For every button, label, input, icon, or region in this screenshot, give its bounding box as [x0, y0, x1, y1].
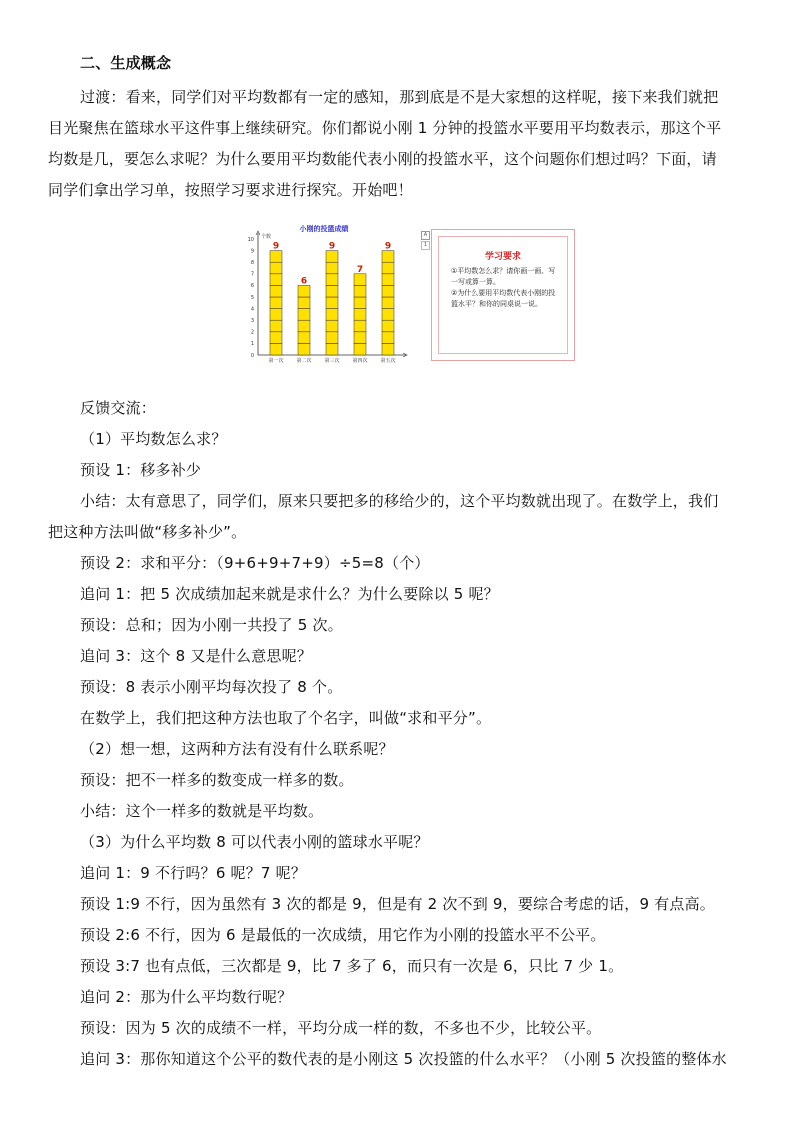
bar-cell: [326, 251, 338, 263]
paragraph-line: 追问 1：把 5 次成绩加起来就是求什么？为什么要除以 5 呢？: [80, 585, 499, 603]
bar-cell: [270, 332, 282, 344]
bar-cell: [382, 262, 394, 274]
y-tick-label: 3: [250, 318, 254, 324]
bar-cell: [382, 274, 394, 286]
bar-cell: [326, 262, 338, 274]
paragraph-line: 反馈交流：: [80, 399, 157, 417]
bar-cell: [270, 343, 282, 355]
bar-value-label: 9: [272, 241, 280, 252]
bar-cell: [354, 309, 366, 321]
bar-cell: [382, 332, 394, 344]
x-tick-label: 第二次: [296, 358, 312, 364]
bar-cell: [354, 297, 366, 309]
bar-cell: [326, 285, 338, 297]
paragraph-line: 同学们拿出学习单，按照学习要求进行探究。开始吧！: [48, 181, 413, 199]
bar-cell: [298, 332, 310, 344]
bar-cell: [270, 320, 282, 332]
paragraph-line: 均数是几，要怎么求呢？为什么要用平均数能代表小刚的投篮水平，这个问题你们想过吗？下面，请: [48, 150, 717, 168]
bar-cell: [382, 309, 394, 321]
bar-cell: [298, 285, 310, 297]
paragraph-line: 追问 3：这个 8 又是什么意思呢？: [80, 647, 312, 665]
bar-cell: [298, 297, 310, 309]
x-tick-label: 第三次: [324, 358, 340, 364]
requirement-item: ①平均数怎么求？请你画一画、写一写或算一算。: [451, 267, 556, 286]
paragraph-line: 小结：太有意思了，同学们，原来只要把多的移给少的，这个平均数就出现了。在数学上，我们: [80, 492, 719, 510]
y-tick-label: 10: [247, 236, 254, 243]
mark-a: A: [421, 231, 430, 240]
paragraph-line: 追问 3：那你知道这个公平的数代表的是小刚这 5 次投篮的什么水平？（小刚 5 次投篮的整体水: [80, 1050, 727, 1068]
bar-value-label: 6: [300, 276, 308, 287]
y-tick-label: 2: [250, 329, 254, 336]
bar-cell: [298, 343, 310, 355]
bar-cell: [270, 251, 282, 263]
bar-cell: [270, 297, 282, 309]
paragraph-line: 预设 2：求和平分：（9+6+9+7+9）÷5=8（个）: [80, 554, 430, 572]
paragraph-line: 追问 2：那为什么平均数行呢？: [80, 988, 293, 1006]
section-heading: 二、生成概念: [80, 54, 172, 72]
paragraph-line: （2）想一想，这两种方法有没有什么联系呢？: [80, 740, 394, 758]
paragraph-line: 预设：把不一样多的数变成一样多的数。: [80, 771, 354, 789]
bar-chart: [236, 221, 412, 369]
paragraph-line: 目光聚焦在篮球水平这件事上继续研究。你们都说小刚 1 分钟的投篮水平要用平均数表示，那这个平: [48, 119, 722, 137]
requirement-item: ②为什么要用平均数代表小刚的投篮水平？和你的同桌说一说。: [451, 289, 556, 308]
x-tick-label: 第五次: [380, 358, 396, 364]
y-tick-label: 7: [250, 271, 254, 278]
paragraph-line: （3）为什么平均数 8 可以代表小刚的篮球水平呢？: [80, 833, 429, 851]
bar-cell: [354, 320, 366, 332]
figure: [236, 221, 581, 371]
bar-cell: [298, 320, 310, 332]
paragraph-line: 在数学上，我们把这种方法也取了个名字，叫做“求和平分”。: [80, 709, 492, 727]
bar-cell: [298, 309, 310, 321]
bar-cell: [270, 274, 282, 286]
paragraph-line: 预设 1:9 不行，因为虽然有 3 次的都是 9，但是有 2 次不到 9，要综合考虑的话，9 有点高。: [80, 895, 715, 913]
paragraph-line: 预设 2:6 不行，因为 6 是最低的一次成绩，用它作为小刚的投篮水平不公平。: [80, 926, 606, 944]
paragraph-line: 预设：8 表示小刚平均每次投了 8 个。: [80, 678, 343, 696]
bar-cell: [326, 309, 338, 321]
paragraph-line: 预设：因为 5 次的成绩不一样，平均分成一样的数，不多也不少，比较公平。: [80, 1019, 602, 1037]
paragraph-line: 预设：总和；因为小刚一共投了 5 次。: [80, 616, 343, 634]
y-tick-label: 9: [250, 248, 254, 255]
requirements-title: 学习要求: [484, 252, 521, 262]
bar-cell: [326, 274, 338, 286]
mark-1: 1: [421, 241, 430, 250]
bar-cell: [354, 285, 366, 297]
paragraph-line: 小结：这个一样多的数就是平均数。: [80, 802, 324, 820]
y-tick-label: 6: [250, 283, 254, 290]
chart-title: 小刚的投篮成绩: [299, 225, 349, 233]
bar-cell: [326, 332, 338, 344]
bar-cell: [354, 274, 366, 286]
bar-cell: [382, 285, 394, 297]
bar-cell: [382, 320, 394, 332]
bar-cell: [270, 262, 282, 274]
paragraph-line: 把这种方法叫做“移多补少”。: [48, 523, 247, 541]
y-tick-label: 8: [250, 260, 254, 266]
bar-cell: [382, 251, 394, 263]
bar-cell: [326, 297, 338, 309]
paragraph-line: （1）平均数怎么求？: [80, 430, 227, 448]
bar-cell: [270, 285, 282, 297]
bar-cell: [270, 309, 282, 321]
side-marks: [421, 231, 429, 251]
bar-cell: [382, 343, 394, 355]
requirements-inner: [438, 236, 568, 354]
y-tick-label: 5: [250, 294, 254, 301]
y-tick-label: 0: [250, 352, 254, 359]
x-tick-label: 第四次: [352, 358, 368, 364]
bar-value-label: 9: [328, 241, 336, 252]
y-tick-label: 4: [250, 306, 254, 313]
requirements-box: [431, 229, 575, 361]
paragraph-line: 过渡：看来，同学们对平均数都有一定的感知，那到底是不是大家想的这样呢，接下来我们就把: [80, 88, 719, 106]
bar-cell: [354, 332, 366, 344]
paragraph-line: 预设 3:7 也有点低，三次都是 9，比 7 多了 6，而只有一次是 6，只比 7 少 1。: [80, 957, 624, 975]
x-tick-label: 第一次: [268, 358, 284, 364]
bar-value-label: 9: [384, 241, 392, 252]
bar-cell: [354, 343, 366, 355]
bar-cell: [326, 320, 338, 332]
y-tick-label: 1: [250, 341, 254, 348]
paragraph-line: 预设 1：移多补少: [80, 461, 202, 479]
y-axis-label: 个数: [261, 234, 272, 240]
bar-cell: [326, 343, 338, 355]
paragraph-line: 追问 1：9 不行吗？6 呢？7 呢？: [80, 864, 307, 882]
bar-value-label: 7: [356, 264, 364, 275]
bar-cell: [382, 297, 394, 309]
